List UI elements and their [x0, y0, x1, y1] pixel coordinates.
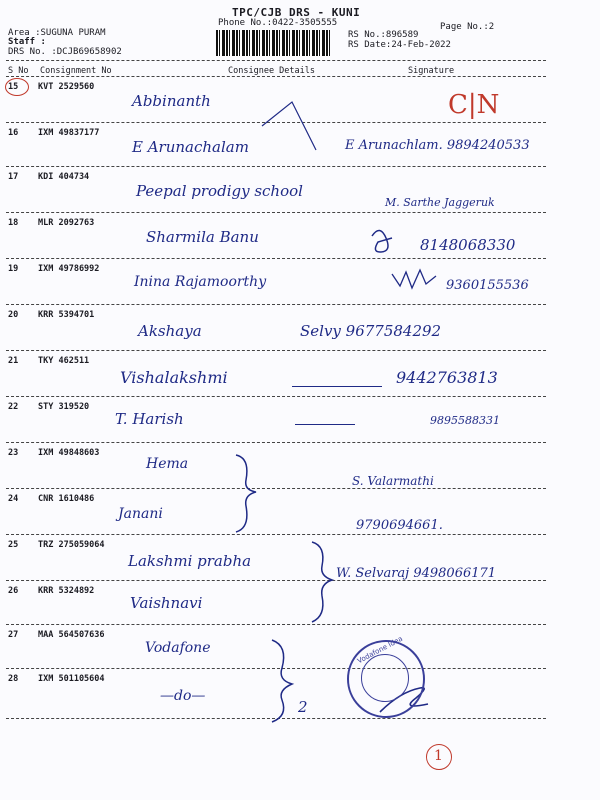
rs-date: RS Date:24-Feb-2022	[348, 40, 451, 50]
brace-mark	[236, 455, 256, 532]
row-sno: 27	[8, 630, 19, 640]
col-header-consignment: Consignment No	[40, 66, 112, 76]
row-consignee: T. Harish	[115, 410, 184, 428]
page-mark: 1	[434, 748, 443, 764]
row-signature: W. Selvaraj 9498066171	[336, 566, 497, 581]
stamp-inner-ring	[361, 654, 409, 702]
row-consignee: Akshaya	[138, 322, 202, 340]
phone-number: Phone No.:0422-3505555	[218, 18, 338, 28]
row-sno: 24	[8, 494, 19, 504]
row-signature: 9360155536	[446, 278, 529, 293]
row-consignee: Vodafone	[145, 640, 211, 656]
row-consignment: KRR 5324892	[38, 586, 95, 596]
row-consignment: STY 319520	[38, 402, 90, 412]
row-consignee: Vaishnavi	[130, 594, 203, 612]
row-sno: 22	[8, 402, 19, 412]
row-signature: 9442763813	[396, 368, 498, 387]
row-consignment: IXM 49848603	[38, 448, 100, 458]
row-consignment: IXM 49837177	[38, 128, 100, 138]
row-consignment: TRZ 275059064	[38, 540, 105, 550]
row-sno: 20	[8, 310, 19, 320]
brace-mark	[312, 542, 332, 622]
signature-scribble	[372, 230, 392, 252]
row-sno: 25	[8, 540, 19, 550]
row-consignment: CNR 1610486	[38, 494, 95, 504]
row-sno: 26	[8, 586, 19, 596]
row-consignee: Lakshmi prabha	[128, 552, 252, 570]
row-consignee: Abbinanth	[132, 92, 211, 110]
row-consignment: IXM 49786992	[38, 264, 100, 274]
row-sno: 16	[8, 128, 19, 138]
row-signature: 8148068330	[420, 236, 516, 254]
red-circle-mark	[5, 78, 29, 96]
row-sno: 15	[8, 82, 19, 92]
col-header-sno: S No	[8, 66, 29, 76]
brace-mark	[272, 640, 292, 722]
row-consignee: Janani	[118, 506, 163, 522]
row-consignee: E Arunachalam	[132, 138, 249, 156]
row-consignee: Sharmila Banu	[146, 228, 259, 246]
cn-mark: C|N	[448, 90, 500, 120]
row-signature: E Arunachlam. 9894240533	[345, 138, 530, 153]
row-consignee: Vishalakshmi	[120, 368, 228, 387]
row-signature: M. Sarthe Jaggeruk	[385, 196, 495, 209]
row-consignment: MAA 564507636	[38, 630, 105, 640]
row-consignment: IXM 501105604	[38, 674, 105, 684]
signature-scribble	[392, 270, 436, 288]
page-number: Page No.:2	[440, 22, 495, 32]
row-consignment: MLR 2092763	[38, 218, 95, 228]
check-mark	[262, 102, 316, 150]
row-signature: 9790694661.	[356, 518, 443, 533]
company-stamp	[347, 634, 425, 718]
row-sno: 21	[8, 356, 19, 366]
staff-label: Staff :	[8, 37, 46, 47]
row-consignee: Hema	[146, 456, 189, 472]
col-header-consignee: Consignee Details	[228, 66, 315, 76]
row-sno: 17	[8, 172, 19, 182]
row-consignment: KVT 2529560	[38, 82, 95, 92]
document-title: TPC/CJB DRS - KUNI	[232, 6, 361, 19]
row-signature: Selvy 9677584292	[300, 322, 442, 340]
row-sno: 19	[8, 264, 19, 274]
drs-number: DRS No. :DCJB69658902	[8, 47, 122, 57]
row-consignee: —do—	[160, 688, 206, 704]
row-consignee: Peepal prodigy school	[136, 182, 303, 200]
area-label: Area :SUGUNA PURAM	[8, 28, 106, 38]
row-consignment: TKY 462511	[38, 356, 90, 366]
row-sno: 23	[8, 448, 19, 458]
count-mark: 2	[298, 698, 308, 716]
col-header-signature: Signature	[408, 66, 455, 76]
row-sno: 18	[8, 218, 19, 228]
row-consignee: Inina Rajamoorthy	[134, 274, 267, 290]
row-sno: 28	[8, 674, 19, 684]
row-signature: S. Valarmathi	[352, 474, 434, 488]
rs-number: RS No.:896589	[348, 30, 419, 40]
stamp-text: Vodafone Idea	[356, 634, 405, 666]
row-signature: 9895588331	[430, 414, 500, 427]
row-consignment: KRR 5394701	[38, 310, 95, 320]
row-consignment: KDI 404734	[38, 172, 90, 182]
